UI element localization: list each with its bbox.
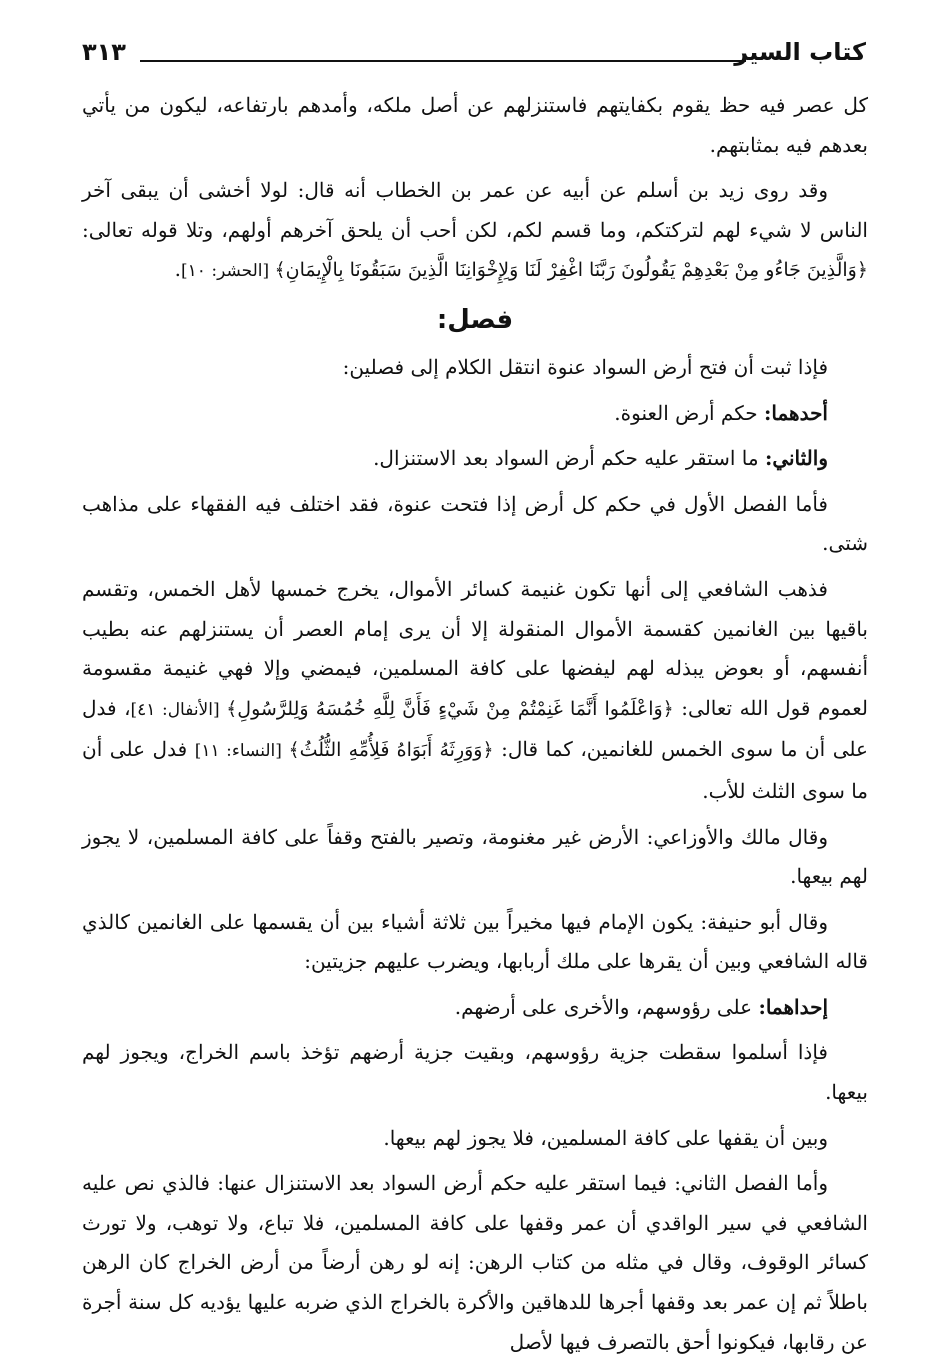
paragraph-intro <box>82 348 868 388</box>
paragraph-first-chapter-body <box>82 485 868 564</box>
paragraph-continuation <box>82 86 868 165</box>
paragraph-text: . <box>174 257 182 282</box>
paragraph-text: وقال أبو حنيفة: يكون الإمام فيها مخيراً بين ثلاثة أشياء بين أن يقسمها على الغانمين كالذي قاله الشافعي وبين أن يقرها على ملك أربابها، ويضرب عليهم جزيتين: <box>82 909 868 974</box>
paragraph-text: فذهب الشافعي إلى أنها تكون غنيمة كسائر الأموال، يخرج خمسها لأهل الخمس، وتقسم باقيها بين الغانمين كقسمة الأموال المنقولة إلا أن يرى إمام العصر أن يستنزلهم عنه بطيب أنفسهم، أو بعوض يبذله لهم ليفضها على كافة المسلمين، فيمضي وإلا فهي غنيمة مقسومة لعموم قول الله تعالى: <box>82 576 868 720</box>
paragraph-shafii-opinion <box>82 570 868 812</box>
verse-reference: [الحشر: ١٠] <box>181 261 275 282</box>
paragraph-lead: والثاني: <box>764 446 828 471</box>
quran-verse: ﴿وَاعْلَمُوا أَنَّمَا غَنِمْتُمْ مِنْ شَيْءٍ فَأَنَّ لِلَّهِ خُمُسَهُ وَلِلرَّسُولِ﴾ <box>226 697 674 720</box>
paragraph-text: كل عصر فيه حظ يقوم بكفايتهم فاستنزلهم عن أصل ملكه، وأمدهم بارتفاعه، ليكون من يأتي بعدهم فيه بمثابتهم. <box>82 93 868 157</box>
paragraph-text: وبين أن يقفها على كافة المسلمين، فلا يجوز لهم بيعها. <box>383 1125 828 1150</box>
paragraph-text: على رؤوسهم، والأخرى على أرضهم. <box>454 994 759 1019</box>
paragraph-lead: أحدهما: <box>763 400 828 425</box>
paragraph-two-jizyas <box>82 988 868 1028</box>
page-number: ٣١٣ <box>82 38 126 66</box>
section-heading: فصل: <box>436 304 514 335</box>
quran-verse: ﴿وَوَرِثَهُ أَبَوَاهُ فَلِأُمِّهِ الثُّلُثُ﴾ <box>288 739 494 762</box>
paragraph-text: وأما الفصل الثاني: فيما استقر عليه حكم أرض السواد بعد الاستنزال عنها: فالذي نص عليه الشافعي في سير الواقدي أن عمر وقفها على كافة المسلمين، فلا تباع، ولا توهب، ولا تورث كسائر الوقوف، وقال في مثله من كتاب الرهن: إنه لو رهن أرضاً من أرض الخراج كان الرهن باطلاً ثم إن عمر بعد وقفها أجرها للدهاقين والأكرة بالخراج الذي ضربه عليها يؤديه كل سنة أجرة عن رقابها، فيكونوا أحق بالتصرف فيها لأصل <box>82 1171 868 1354</box>
paragraph-conversion <box>82 1033 868 1112</box>
paragraph-text: فإذا أسلموا سقطت جزية رؤوسهم، وبقيت جزية أرضهم تؤخذ باسم الخراج، ويجوز لهم بيعها. <box>82 1040 868 1105</box>
paragraph-text: وقال مالك والأوزاعي: الأرض غير مغنومة، وتصير بالفتح وقفاً على كافة المسلمين، لا يجوز لهم بيعها. <box>82 824 868 889</box>
paragraph-text: وقد روى زيد بن أسلم عن أبيه عن عمر بن الخطاب أنه قال: لولا أخشى أن يبقى آخر الناس لا شيء لهم لتركتكم، وما قسم لكم، لكن أحب أن يلحق آخرهم أولهم، وتلا قوله تعالى: <box>82 178 868 242</box>
paragraph-text: ما استقر عليه حكم أرض السواد بعد الاستنزال. <box>373 446 765 471</box>
paragraph-text: فإذا ثبت أن فتح أرض السواد عنوة انتقل الكلام إلى فصلين: <box>342 354 828 379</box>
paragraph-text: ، فدل على أن ما سوى الخمس للغانمين، كما قال: <box>82 695 868 762</box>
page-header <box>82 34 866 78</box>
page-body <box>82 86 868 1368</box>
verse-reference: [النساء: ١١] <box>194 741 289 762</box>
verse-reference: [الأنفال: ٤١] <box>130 699 227 720</box>
quran-verse: ﴿وَالَّذِينَ جَاءُو مِنْ بَعْدِهِمْ يَقُولُونَ رَبَّنَا اغْفِرْ لَنَا وَلِإِخْوَانِنَا الَّذِينَ سَبَقُونَا بِالْإِيمَانِ﴾ <box>274 259 868 282</box>
chapter-title: كتاب السير <box>734 38 866 66</box>
paragraph-text: فأما الفصل الأول في حكم كل أرض إذا فتحت عنوة، فقد اختلف فيه الفقهاء على مذاهب شتى. <box>82 491 868 556</box>
paragraph-abu-hanifa-opinion <box>82 903 868 982</box>
paragraph-lead: إحداهما: <box>758 994 828 1019</box>
paragraph-second-chapter-body <box>82 1164 868 1362</box>
paragraph-zaid-narration <box>82 171 868 292</box>
paragraph-text: حكم أرض العنوة. <box>614 400 764 425</box>
paragraph-first-chapter <box>82 394 868 434</box>
paragraph-endowment-option <box>82 1119 868 1159</box>
paragraph-second-chapter <box>82 439 868 479</box>
paragraph-text: فدل على أن ما سوى الثلث للأب. <box>82 737 868 803</box>
paragraph-malik-opinion <box>82 818 868 897</box>
header-rule <box>140 60 746 62</box>
